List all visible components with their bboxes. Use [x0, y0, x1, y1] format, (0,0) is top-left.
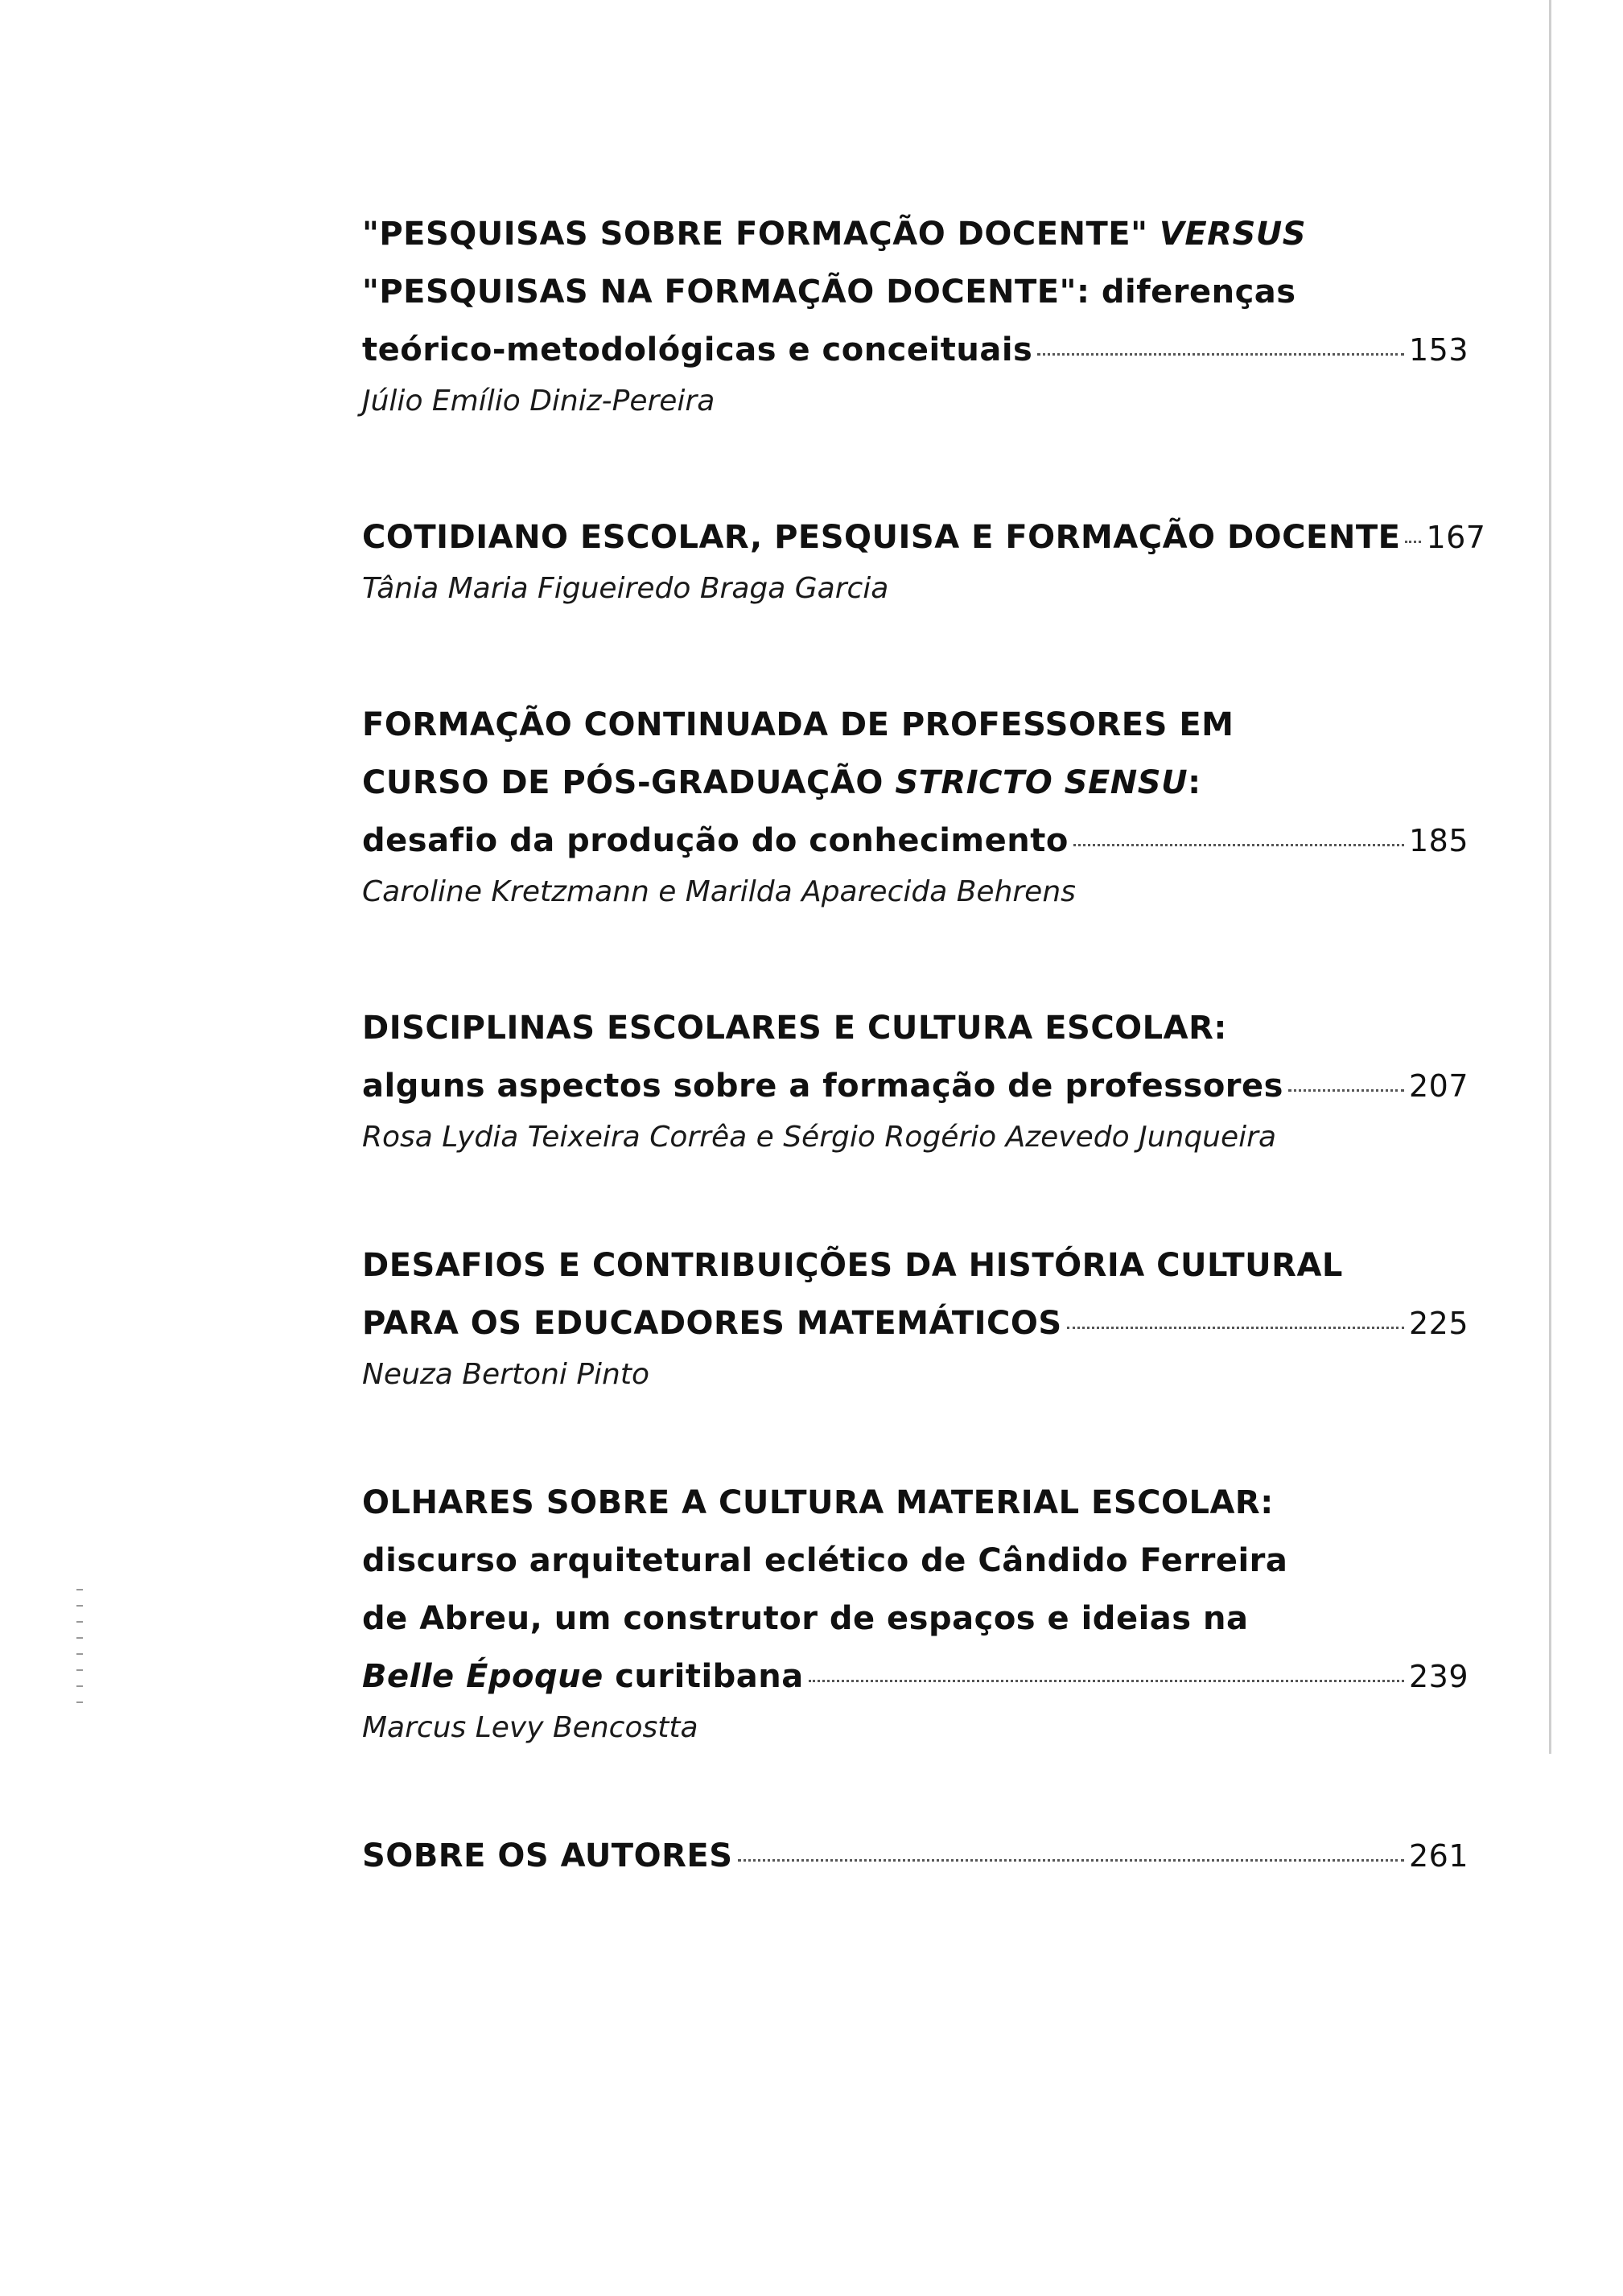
- toc-entry-6-title-text: Belle Époque curitibana: [362, 1658, 804, 1695]
- toc-entry-2-title-last: [362, 508, 1486, 566]
- toc-entry-7-title-text: SOBRE OS AUTORES: [362, 1837, 733, 1874]
- page-edge-line: [1549, 0, 1551, 1754]
- toc-entry-1-title-last: [362, 321, 1469, 379]
- toc-entry-3[interactable]: [362, 696, 1469, 915]
- toc-entry-6-author: Marcus Levy Bencostta: [362, 1711, 698, 1744]
- dot-leader: [809, 1680, 1404, 1682]
- table-of-contents: [362, 205, 1486, 1885]
- toc-entry-1-title-text: teórico-metodológicas e conceituais: [362, 331, 1033, 368]
- toc-entry-2[interactable]: [362, 508, 1486, 611]
- toc-entry-1-page-number: 153: [1408, 332, 1469, 368]
- toc-entry-7-title-last: [362, 1827, 1469, 1885]
- toc-entry-5-title-last: [362, 1294, 1469, 1352]
- toc-entry-1-title-line-2: "PESQUISAS NA FORMAÇÃO DOCENTE": diferenças: [362, 274, 1296, 311]
- dot-leader: [1073, 844, 1404, 846]
- toc-entry-3-title-text: desafio da produção do conhecimento: [362, 822, 1069, 859]
- toc-entry-7-page-number: 261: [1408, 1838, 1469, 1874]
- toc-entry-2-author: Tânia Maria Figueiredo Braga Garcia: [362, 572, 889, 605]
- toc-entry-6-title-line-1: OLHARES SOBRE A CULTURA MATERIAL ESCOLAR:: [362, 1484, 1274, 1521]
- toc-entry-1-title-line-1: "PESQUISAS SOBRE FORMAÇÃO DOCENTE" VERSUS: [362, 216, 1307, 253]
- toc-entry-5[interactable]: [362, 1236, 1469, 1397]
- toc-entry-6-title-line-3: de Abreu, um construtor de espaços e ideias na: [362, 1600, 1249, 1637]
- toc-entry-3-title-last: [362, 812, 1469, 870]
- toc-entry-2-title-text: COTIDIANO ESCOLAR, PESQUISA E FORMAÇÃO DOCENTE: [362, 519, 1401, 556]
- dot-leader: [738, 1859, 1404, 1862]
- toc-entry-5-author: Neuza Bertoni Pinto: [362, 1358, 650, 1391]
- toc-entry-3-title-line-2: CURSO DE PÓS-GRADUAÇÃO STRICTO SENSU:: [362, 764, 1201, 801]
- dot-leader: [1288, 1089, 1404, 1092]
- toc-entry-7[interactable]: [362, 1827, 1469, 1885]
- toc-entry-5-title-line-1: DESAFIOS E CONTRIBUIÇÕES DA HISTÓRIA CULTURAL: [362, 1247, 1343, 1284]
- margin-ticks: [76, 1589, 83, 1718]
- toc-entry-4-title-text: alguns aspectos sobre a formação de professores: [362, 1068, 1283, 1105]
- toc-entry-5-title-text: PARA OS EDUCADORES MATEMÁTICOS: [362, 1305, 1062, 1342]
- toc-entry-1[interactable]: [362, 205, 1469, 424]
- toc-entry-2-page-number: 167: [1426, 520, 1486, 555]
- toc-entry-6-title-last: [362, 1648, 1469, 1706]
- toc-entry-6[interactable]: [362, 1474, 1469, 1751]
- toc-entry-3-title-line-1: FORMAÇÃO CONTINUADA DE PROFESSORES EM: [362, 706, 1234, 743]
- toc-entry-6-title-line-2: discurso arquitetural eclético de Cândido Ferreira: [362, 1542, 1288, 1579]
- toc-entry-4-author: Rosa Lydia Teixeira Corrêa e Sérgio Rogério Azevedo Junqueira: [362, 1121, 1277, 1154]
- toc-entry-3-page-number: 185: [1408, 823, 1469, 858]
- toc-entry-4-title-last: [362, 1057, 1469, 1115]
- toc-entry-6-page-number: 239: [1408, 1659, 1469, 1694]
- toc-entry-4[interactable]: [362, 999, 1469, 1160]
- dot-leader: [1067, 1327, 1404, 1329]
- dot-leader: [1037, 353, 1404, 356]
- toc-entry-4-page-number: 207: [1408, 1068, 1469, 1104]
- toc-entry-1-author: Júlio Emílio Diniz-Pereira: [362, 385, 715, 418]
- toc-entry-3-author: Caroline Kretzmann e Marilda Aparecida Behrens: [362, 875, 1076, 908]
- dot-leader: [1405, 541, 1421, 543]
- toc-entry-4-title-line-1: DISCIPLINAS ESCOLARES E CULTURA ESCOLAR:: [362, 1010, 1227, 1047]
- toc-entry-5-page-number: 225: [1408, 1306, 1469, 1341]
